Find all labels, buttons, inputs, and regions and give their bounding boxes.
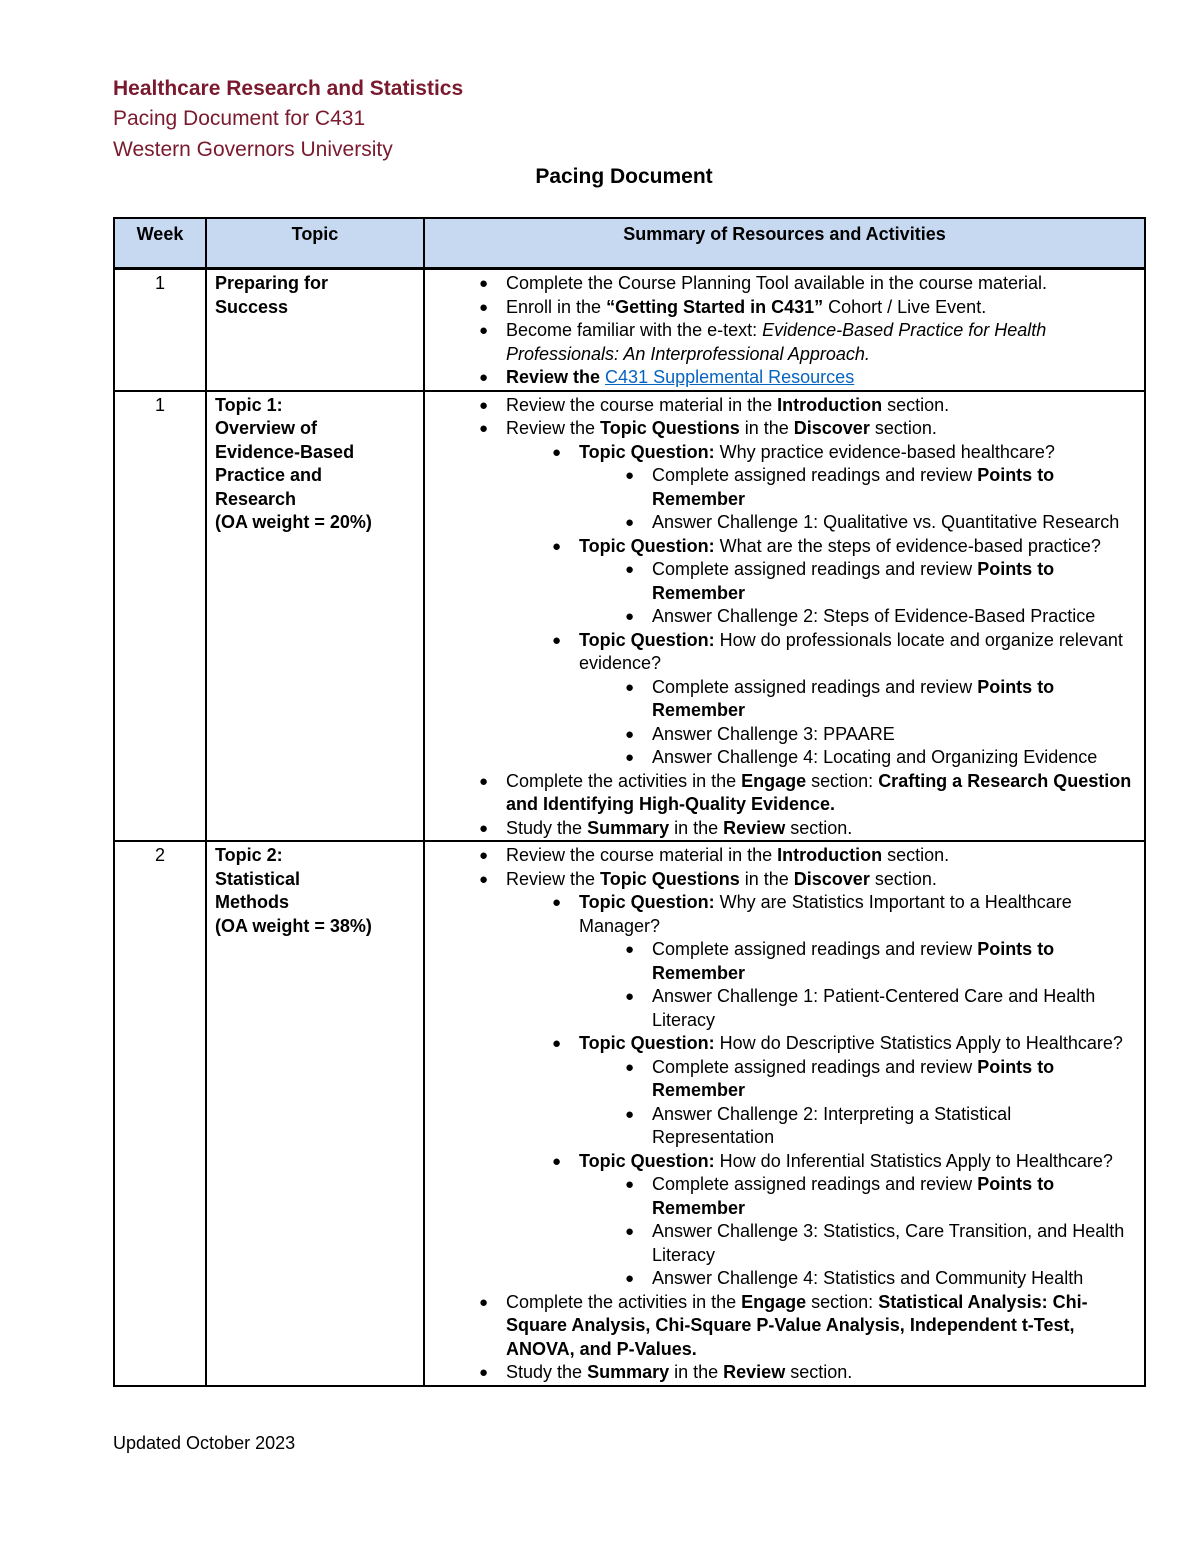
topic-cell	[206, 841, 424, 1386]
text-segment: Topic Questions	[600, 868, 740, 889]
bullet-icon: ●	[625, 1270, 635, 1287]
bullet-icon: ●	[479, 420, 489, 437]
supplemental-resources-link[interactable]: C431 Supplemental Resources	[605, 367, 855, 387]
text-segment: section.	[869, 418, 937, 438]
list-item	[433, 817, 1136, 841]
text-segment: Summary	[587, 1362, 670, 1382]
text-segment: Answer Challenge 4: Statistics and Community Health	[652, 1268, 1084, 1288]
text-segment: Engage	[741, 770, 807, 791]
text-segment: section.	[882, 394, 950, 415]
text-segment: Review the	[506, 367, 606, 387]
text-segment: Topic Question:	[579, 1033, 715, 1053]
institution-name: Western Governors University	[113, 138, 393, 161]
list-item	[579, 746, 1136, 770]
list-item	[579, 511, 1136, 535]
text-segment: Crafting a Research Question and Identifying High-Quality Evidence.	[506, 770, 1132, 814]
text-segment: Points to Remember	[652, 465, 1055, 509]
text-segment: in the	[669, 1362, 724, 1382]
text-segment: Complete assigned readings and review	[652, 1056, 978, 1077]
bullet-icon: ●	[625, 608, 635, 625]
bullet-icon: ●	[625, 725, 635, 743]
table-body	[114, 269, 1145, 1386]
summary-cell	[424, 391, 1145, 842]
bullet-list	[579, 558, 1136, 629]
pacing-table	[113, 217, 1146, 1387]
bullet-icon: ●	[479, 396, 489, 414]
bullet-icon: ●	[479, 870, 489, 888]
text-segment: Answer Challenge 1: Qualitative vs. Quantitative Research	[652, 512, 1120, 532]
summary-cell	[424, 269, 1145, 391]
bullet-icon: ●	[479, 819, 489, 837]
bullet-icon: ●	[625, 988, 635, 1005]
updated-footer: Updated October 2023	[113, 1433, 296, 1453]
topic-line: Success	[215, 296, 289, 317]
text-segment: Topic Question:	[579, 1150, 715, 1171]
bullet-list	[579, 464, 1136, 535]
list-item	[506, 629, 1136, 770]
text-segment: Points to Remember	[652, 1056, 1055, 1100]
text-segment: “Getting Started in C431”	[606, 296, 824, 317]
text-segment: Complete assigned readings and review	[652, 559, 978, 579]
list-item	[433, 394, 1136, 418]
column-header-summary: Summary of Resources and Activities	[424, 218, 1145, 269]
list-item	[506, 441, 1136, 535]
text-segment: Review	[723, 1362, 786, 1382]
list-item	[579, 464, 1136, 511]
text-segment: Complete assigned readings and review	[652, 939, 978, 959]
list-item	[433, 319, 1136, 366]
list-item	[506, 891, 1136, 1032]
column-header-week: Week	[114, 218, 206, 269]
list-item	[579, 558, 1136, 605]
bullet-list	[579, 1173, 1136, 1291]
text-segment: Summary	[587, 817, 670, 838]
text-segment: How do Descriptive Statistics Apply to Healthcare?	[714, 1033, 1123, 1053]
bullet-icon: ●	[625, 749, 635, 766]
text-segment: How do professionals locate and organize relevant evidence?	[579, 629, 1123, 673]
text-segment: section:	[806, 770, 879, 791]
bullet-icon: ●	[625, 1223, 635, 1240]
bullet-icon: ●	[625, 561, 635, 578]
bullet-icon: ●	[625, 467, 635, 484]
text-segment: Complete assigned readings and review	[652, 465, 978, 485]
text-segment: Engage	[741, 1291, 807, 1312]
document-title: Healthcare Research and Statistics	[113, 77, 464, 100]
table-row	[114, 391, 1145, 842]
list-item	[433, 417, 1136, 770]
list-item	[506, 535, 1136, 629]
text-segment: section.	[785, 817, 853, 838]
text-segment: Discover	[793, 418, 870, 438]
topic-line: Preparing for	[215, 273, 329, 293]
list-item	[579, 1173, 1136, 1220]
bullet-icon: ●	[479, 1364, 489, 1381]
week-cell: 2	[114, 841, 206, 1386]
list-item	[579, 1103, 1136, 1150]
text-segment: Introduction	[777, 845, 883, 865]
pacing-heading: Pacing Document	[535, 165, 713, 188]
text-segment: section:	[806, 1291, 879, 1312]
text-segment: Points to Remember	[652, 939, 1055, 983]
text-segment: Points to Remember	[652, 676, 1055, 720]
text-segment: Complete assigned readings and review	[652, 1174, 978, 1194]
list-item	[433, 770, 1136, 817]
topic-cell	[206, 391, 424, 842]
topic-line: (OA weight = 20%)	[215, 512, 372, 532]
bullet-icon: ●	[479, 322, 489, 339]
text-segment: section.	[869, 868, 937, 889]
bullet-icon: ●	[479, 275, 489, 292]
text-segment: Cohort / Live Event.	[823, 296, 987, 317]
bullet-list	[579, 676, 1136, 770]
list-item	[579, 1267, 1136, 1291]
bullet-icon: ●	[479, 1293, 489, 1311]
list-item	[433, 296, 1136, 320]
text-segment: Topic Questions	[600, 418, 740, 438]
topic-cell	[206, 269, 424, 391]
bullet-icon: ●	[552, 894, 562, 911]
text-segment: in the	[669, 817, 724, 838]
bullet-list	[506, 441, 1136, 770]
text-segment: Review the course material in the	[506, 394, 778, 415]
list-item	[433, 272, 1136, 296]
topic-line: Overview of	[215, 418, 318, 438]
bullet-icon: ●	[552, 631, 562, 649]
topic-line: Evidence-Based	[215, 441, 355, 462]
topic-line: Practice and	[215, 465, 323, 485]
bullet-list	[433, 844, 1136, 1385]
week-cell: 1	[114, 269, 206, 391]
list-item	[579, 938, 1136, 985]
text-segment: Study the	[506, 817, 588, 838]
text-segment: in the	[739, 418, 794, 438]
bullet-icon: ●	[479, 847, 489, 864]
bullet-list	[433, 272, 1136, 390]
text-segment: Review the course material in the	[506, 845, 778, 865]
text-segment: Topic Question:	[579, 535, 715, 556]
topic-line: (OA weight = 38%)	[215, 915, 372, 936]
list-item	[579, 1056, 1136, 1103]
list-item	[433, 366, 1136, 390]
bullet-icon: ●	[625, 1105, 635, 1123]
text-segment: Why practice evidence-based healthcare?	[714, 441, 1055, 462]
table-row	[114, 841, 1145, 1386]
text-segment: Answer Challenge 2: Interpreting a Statistical Representation	[652, 1103, 1012, 1147]
bullet-icon: ●	[552, 1152, 562, 1170]
list-item	[579, 985, 1136, 1032]
topic-line: Topic 2:	[215, 845, 283, 865]
week-cell: 1	[114, 391, 206, 842]
text-segment: Review	[723, 817, 786, 838]
text-segment: Answer Challenge 3: Statistics, Care Transition, and Health Literacy	[652, 1221, 1125, 1265]
text-segment: Answer Challenge 2: Steps of Evidence-Based Practice	[652, 606, 1096, 626]
bullet-list	[579, 938, 1136, 1032]
text-segment: Complete assigned readings and review	[652, 676, 978, 697]
bullet-icon: ●	[625, 941, 635, 958]
text-segment: Enroll in the	[506, 296, 607, 317]
list-item	[433, 1291, 1136, 1362]
topic-line: Statistical	[215, 868, 301, 889]
text-segment: Introduction	[777, 394, 883, 415]
list-item	[579, 605, 1136, 629]
bullet-list	[433, 394, 1136, 841]
document-subtitle: Pacing Document for C431	[113, 107, 366, 130]
text-segment: What are the steps of evidence-based practice?	[714, 535, 1101, 556]
list-item	[433, 844, 1136, 868]
text-segment: Answer Challenge 1: Patient-Centered Care and Health Literacy	[652, 986, 1096, 1030]
text-segment: Study the	[506, 1362, 588, 1382]
bullet-icon: ●	[625, 1176, 635, 1193]
text-segment: Statistical Analysis: Chi-Square Analysis, Chi-Square P-Value Analysis, Independent t-Test, ANOVA, and P-Values.	[506, 1291, 1088, 1359]
list-item	[433, 1361, 1136, 1385]
topic-line: Research	[215, 488, 297, 509]
text-segment: section.	[882, 845, 950, 865]
bullet-icon: ●	[552, 537, 562, 555]
summary-cell	[424, 841, 1145, 1386]
text-segment: Topic Question:	[579, 892, 715, 912]
bullet-icon: ●	[479, 369, 489, 386]
text-segment: Complete the Course Planning Tool available in the course material.	[506, 273, 1047, 293]
bullet-list	[579, 1056, 1136, 1150]
bullet-icon: ●	[552, 1035, 562, 1052]
text-segment: Points to Remember	[652, 1174, 1055, 1218]
text-segment: Why are Statistics Important to a Healthcare Manager?	[579, 892, 1072, 936]
list-item	[579, 723, 1136, 747]
text-segment: Complete the activities in the	[506, 1291, 742, 1312]
bullet-icon: ●	[625, 1058, 635, 1076]
text-segment: Answer Challenge 3: PPAARE	[652, 723, 895, 744]
bullet-list	[506, 891, 1136, 1291]
list-item	[579, 1220, 1136, 1267]
text-segment: Evidence-Based Practice for Health Professionals: An Interprofessional Approach.	[506, 320, 1047, 364]
text-segment: Topic Question:	[579, 441, 715, 462]
topic-line: Methods	[215, 892, 289, 912]
text-segment: Answer Challenge 4: Locating and Organizing Evidence	[652, 747, 1098, 767]
list-item	[433, 868, 1136, 1291]
bullet-icon: ●	[479, 298, 489, 316]
text-segment: Review the	[506, 418, 601, 438]
topic-line: Topic 1:	[215, 394, 283, 415]
text-segment: Discover	[793, 868, 870, 889]
bullet-icon: ●	[552, 443, 562, 461]
bullet-icon: ●	[625, 514, 635, 531]
column-header-topic: Topic	[206, 218, 424, 269]
list-item	[506, 1032, 1136, 1150]
text-segment: in the	[739, 868, 794, 889]
list-item	[506, 1150, 1136, 1291]
bullet-icon: ●	[625, 678, 635, 696]
table-row	[114, 269, 1145, 391]
text-segment: Complete the activities in the	[506, 770, 742, 791]
table-header-row	[114, 218, 1145, 269]
text-segment: section.	[785, 1362, 853, 1382]
text-segment: Review the	[506, 868, 601, 889]
list-item	[579, 676, 1136, 723]
text-segment: Become familiar with the e-text:	[506, 320, 763, 340]
bullet-icon: ●	[479, 772, 489, 790]
text-segment: Points to Remember	[652, 559, 1055, 603]
text-segment: Topic Question:	[579, 629, 715, 650]
text-segment: How do Inferential Statistics Apply to Healthcare?	[714, 1150, 1113, 1171]
